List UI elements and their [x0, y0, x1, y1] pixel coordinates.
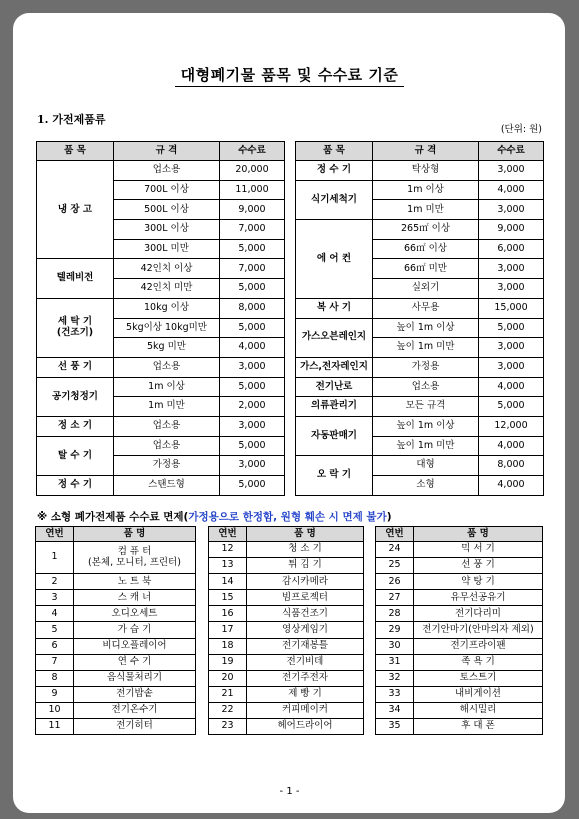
free-item-no: 31 — [376, 654, 414, 670]
fee-amount: 8,000 — [220, 298, 285, 318]
fee-amount: 7,000 — [220, 259, 285, 279]
free-item-name: 식품건조기 — [247, 606, 364, 622]
free-item-row — [36, 719, 196, 735]
free-item-name: 연 수 기 — [74, 654, 196, 670]
free-item-no: 2 — [36, 574, 74, 590]
fee-spec: 42인치 이상 — [114, 259, 220, 279]
fee-spec: 대형 — [373, 456, 479, 476]
free-item-name: 노 트 북 — [74, 574, 196, 590]
fee-amount: 12,000 — [479, 416, 544, 436]
fee-spec: 업소용 — [114, 161, 220, 181]
fee-spec: 업소용 — [373, 377, 479, 397]
free-item-row — [209, 542, 364, 558]
fee-item-name: 정 소 기 — [37, 416, 114, 436]
fee-item-name: 정 수 기 — [37, 476, 114, 496]
free-item-row — [376, 686, 543, 702]
free-item-no: 10 — [36, 702, 74, 718]
page-title: 대형폐기물 품목 및 수수료 기준 — [0, 64, 579, 85]
free-item-name: 전기다리미 — [414, 606, 543, 622]
free-item-name: 전기히터 — [74, 719, 196, 735]
fee-item-name: 공기청정기 — [37, 377, 114, 416]
fee-spec: 높이 1m 이상 — [373, 318, 479, 338]
fee-spec: 높이 1m 이상 — [373, 416, 479, 436]
fee-row — [37, 298, 285, 318]
free-item-name: 해시밀리 — [414, 702, 543, 718]
fee-row — [296, 357, 544, 377]
fee-amount: 7,000 — [220, 220, 285, 240]
free-item-no: 24 — [376, 542, 414, 558]
free-item-name: 족 욕 기 — [414, 654, 543, 670]
free-item-name: 내비게이션 — [414, 686, 543, 702]
fee-row — [37, 476, 285, 496]
free-item-row — [209, 654, 364, 670]
fee-amount: 11,000 — [220, 180, 285, 200]
free-item-row — [209, 622, 364, 638]
fee-row — [37, 436, 285, 456]
fee-spec: 업소용 — [114, 357, 220, 377]
free-item-no: 35 — [376, 719, 414, 735]
free-item-no: 3 — [36, 590, 74, 606]
free-item-name: 비디오플레이어 — [74, 638, 196, 654]
free-item-no: 27 — [376, 590, 414, 606]
free-items-table-1 — [35, 526, 196, 735]
fee-spec: 1m 미만 — [373, 200, 479, 220]
fee-spec: 300L 이상 — [114, 220, 220, 240]
free-item-name: 음식물처리기 — [74, 670, 196, 686]
free-item-name: 전기온수기 — [74, 702, 196, 718]
fee-amount: 9,000 — [479, 220, 544, 240]
fee-amount: 5,000 — [220, 436, 285, 456]
free-item-row — [36, 686, 196, 702]
free-item-name: 커피메이커 — [247, 702, 364, 718]
free-item-row — [36, 542, 196, 574]
fee-spec: 가정용 — [114, 456, 220, 476]
free-item-row — [209, 574, 364, 590]
free-item-no: 9 — [36, 686, 74, 702]
free-item-no: 12 — [209, 542, 247, 558]
fee-spec: 700L 이상 — [114, 180, 220, 200]
free-item-row — [376, 542, 543, 558]
free-item-no: 13 — [209, 558, 247, 574]
fee-amount: 3,000 — [220, 357, 285, 377]
fee-spec: 500L 이상 — [114, 200, 220, 220]
fee-row — [296, 416, 544, 436]
fee-amount: 5,000 — [479, 397, 544, 417]
free-item-name: 전기재봉틀 — [247, 638, 364, 654]
fee-item-name: 자동판매기 — [296, 416, 373, 455]
fee-row — [37, 377, 285, 397]
fee-amount: 3,000 — [479, 338, 544, 358]
header-spec: 규 격 — [114, 142, 220, 161]
fee-spec: 업소용 — [114, 436, 220, 456]
fee-amount: 5,000 — [479, 318, 544, 338]
free-item-no: 7 — [36, 654, 74, 670]
fee-amount: 8,000 — [479, 456, 544, 476]
free-item-name: 토스트기 — [414, 670, 543, 686]
fee-amount: 3,000 — [479, 259, 544, 279]
fee-amount: 3,000 — [479, 161, 544, 181]
free-item-no: 28 — [376, 606, 414, 622]
fee-amount: 5,000 — [220, 239, 285, 259]
free-item-name: 영상게임기 — [247, 622, 364, 638]
free-item-no: 34 — [376, 702, 414, 718]
fee-amount: 4,000 — [479, 180, 544, 200]
free-item-row — [209, 719, 364, 735]
free-item-no: 18 — [209, 638, 247, 654]
free-item-name: 후 대 폰 — [414, 719, 543, 735]
fee-row — [296, 180, 544, 200]
free-item-row — [36, 574, 196, 590]
free-item-row — [376, 654, 543, 670]
fee-amount: 4,000 — [479, 436, 544, 456]
fee-spec: 소형 — [373, 476, 479, 496]
free-item-no: 5 — [36, 622, 74, 638]
free-item-no: 8 — [36, 670, 74, 686]
free-item-no: 16 — [209, 606, 247, 622]
fee-spec: 모든 규격 — [373, 397, 479, 417]
fee-amount: 15,000 — [479, 298, 544, 318]
free-item-name: 전기비데 — [247, 654, 364, 670]
free-item-row — [36, 590, 196, 606]
free-item-row — [209, 686, 364, 702]
header-name: 품 명 — [247, 527, 364, 542]
free-item-no: 4 — [36, 606, 74, 622]
fee-spec: 1m 이상 — [114, 377, 220, 397]
free-item-row — [376, 719, 543, 735]
free-item-no: 21 — [209, 686, 247, 702]
free-item-no: 30 — [376, 638, 414, 654]
free-item-row — [376, 622, 543, 638]
free-item-row — [36, 654, 196, 670]
free-item-row — [209, 590, 364, 606]
fee-spec: 탁상형 — [373, 161, 479, 181]
fee-item-name: 세 탁 기 (건조기) — [37, 298, 114, 357]
free-item-row — [376, 702, 543, 718]
fee-amount: 3,000 — [220, 456, 285, 476]
free-item-no: 32 — [376, 670, 414, 686]
free-item-row — [376, 638, 543, 654]
free-item-no: 19 — [209, 654, 247, 670]
fee-row — [37, 161, 285, 181]
fee-spec: 265㎡ 이상 — [373, 220, 479, 240]
fee-amount: 5,000 — [220, 279, 285, 299]
fee-row — [296, 298, 544, 318]
fee-amount: 5,000 — [220, 318, 285, 338]
free-item-row — [376, 558, 543, 574]
header-item: 품 목 — [296, 142, 373, 161]
free-item-name: 가 습 기 — [74, 622, 196, 638]
fee-amount: 2,000 — [220, 397, 285, 417]
fee-item-name: 에 어 컨 — [296, 220, 373, 299]
fee-item-name: 텔레비전 — [37, 259, 114, 298]
fee-row — [296, 377, 544, 397]
header-fee: 수수료 — [220, 142, 285, 161]
free-item-row — [376, 574, 543, 590]
fee-amount: 4,000 — [479, 476, 544, 496]
fee-amount: 20,000 — [220, 161, 285, 181]
header-name: 품 명 — [74, 527, 196, 542]
free-item-name: 전기주전자 — [247, 670, 364, 686]
fee-row — [296, 397, 544, 417]
fee-spec: 66㎡ 미만 — [373, 259, 479, 279]
free-item-row — [209, 670, 364, 686]
free-item-no: 1 — [36, 542, 74, 574]
fee-item-name: 가스오븐레인지 — [296, 318, 373, 357]
fee-item-name: 전기난로 — [296, 377, 373, 397]
fee-row — [296, 318, 544, 338]
header-name: 품 명 — [414, 527, 543, 542]
fee-item-name: 가스,전자레인지 — [296, 357, 373, 377]
free-item-name: 선 풍 기 — [414, 558, 543, 574]
fee-amount: 5,000 — [220, 377, 285, 397]
fee-row — [296, 456, 544, 476]
fee-table-left — [36, 141, 285, 496]
fee-spec: 66㎡ 이상 — [373, 239, 479, 259]
fee-spec: 높이 1m 미만 — [373, 436, 479, 456]
fee-amount: 4,000 — [479, 377, 544, 397]
free-item-row — [209, 606, 364, 622]
free-item-no: 26 — [376, 574, 414, 590]
fee-spec: 10kg 이상 — [114, 298, 220, 318]
fee-spec: 사무용 — [373, 298, 479, 318]
fee-item-name: 정 수 기 — [296, 161, 373, 181]
free-item-no: 11 — [36, 719, 74, 735]
fee-item-name: 오 락 기 — [296, 456, 373, 495]
fee-row — [37, 416, 285, 436]
header-fee: 수수료 — [479, 142, 544, 161]
free-item-name: 전기안마기(안마의자 제외) — [414, 622, 543, 638]
fee-spec: 5kg 미만 — [114, 338, 220, 358]
fee-spec: 1m 미만 — [114, 397, 220, 417]
free-item-row — [376, 606, 543, 622]
free-item-no: 29 — [376, 622, 414, 638]
fee-item-name: 탈 수 기 — [37, 436, 114, 475]
fee-table-right — [295, 141, 544, 496]
free-item-no: 33 — [376, 686, 414, 702]
free-item-row — [36, 606, 196, 622]
free-item-row — [36, 638, 196, 654]
fee-row — [296, 220, 544, 240]
fee-amount: 4,000 — [220, 338, 285, 358]
free-item-row — [36, 670, 196, 686]
fee-amount: 3,000 — [479, 357, 544, 377]
free-item-no: 15 — [209, 590, 247, 606]
header-item: 품 목 — [37, 142, 114, 161]
fee-amount: 9,000 — [220, 200, 285, 220]
free-item-name: 약 탕 기 — [414, 574, 543, 590]
header-no: 연번 — [36, 527, 74, 542]
free-item-no: 23 — [209, 719, 247, 735]
page-number: - 1 - — [279, 786, 300, 797]
section-title: 1. 가전제품류 — [37, 113, 106, 126]
fee-spec: 5kg이상 10kg미만 — [114, 318, 220, 338]
free-item-no: 20 — [209, 670, 247, 686]
free-item-row — [36, 702, 196, 718]
fee-row — [37, 357, 285, 377]
free-item-name: 전기밥솥 — [74, 686, 196, 702]
fee-spec: 42인치 미만 — [114, 279, 220, 299]
free-item-row — [376, 590, 543, 606]
fee-spec: 업소용 — [114, 416, 220, 436]
free-item-name: 빔프로젝터 — [247, 590, 364, 606]
fee-item-name: 의류관리기 — [296, 397, 373, 417]
free-item-name: 컴 퓨 터 (본체, 모니터, 프린터) — [74, 542, 196, 574]
free-item-row — [36, 622, 196, 638]
header-spec: 규 격 — [373, 142, 479, 161]
fee-spec: 실외기 — [373, 279, 479, 299]
free-item-name: 유무선공유기 — [414, 590, 543, 606]
free-item-no: 6 — [36, 638, 74, 654]
fee-row — [296, 161, 544, 181]
fee-item-name: 냉 장 고 — [37, 161, 114, 259]
fee-spec: 300L 미만 — [114, 239, 220, 259]
fee-spec: 높이 1m 미만 — [373, 338, 479, 358]
free-item-name: 튀 김 기 — [247, 558, 364, 574]
header-no: 연번 — [209, 527, 247, 542]
unit-label: (단위: 원) — [500, 124, 542, 135]
free-item-no: 22 — [209, 702, 247, 718]
fee-amount: 3,000 — [479, 279, 544, 299]
free-item-no: 17 — [209, 622, 247, 638]
fee-amount: 6,000 — [479, 239, 544, 259]
fee-item-name: 식기세척기 — [296, 180, 373, 219]
free-item-row — [209, 702, 364, 718]
free-item-name: 전기프라이팬 — [414, 638, 543, 654]
fee-item-name: 복 사 기 — [296, 298, 373, 318]
exemption-condition: 가정용으로 한정함, 원형 훼손 시 면제 불가 — [188, 511, 387, 523]
fee-spec: 1m 이상 — [373, 180, 479, 200]
fee-row — [37, 259, 285, 279]
free-item-row — [209, 638, 364, 654]
free-item-no: 25 — [376, 558, 414, 574]
free-items-table-3 — [375, 526, 543, 735]
exemption-note: ※ 소형 폐가전제품 수수료 면제(가정용으로 한정함, 원형 훼손 시 면제 불가) — [37, 511, 392, 523]
header-no: 연번 — [376, 527, 414, 542]
free-item-name: 감시카메라 — [247, 574, 364, 590]
fee-item-name: 선 풍 기 — [37, 357, 114, 377]
fee-amount: 3,000 — [220, 416, 285, 436]
free-item-name: 스 캐 너 — [74, 590, 196, 606]
free-items-table-2 — [208, 526, 364, 735]
free-item-row — [376, 670, 543, 686]
free-item-no: 14 — [209, 574, 247, 590]
free-item-name: 청 소 기 — [247, 542, 364, 558]
free-item-name: 믹 서 기 — [414, 542, 543, 558]
fee-spec: 스탠드형 — [114, 476, 220, 496]
free-item-row — [209, 558, 364, 574]
fee-amount: 5,000 — [220, 476, 285, 496]
free-item-name: 오디오세트 — [74, 606, 196, 622]
free-item-name: 제 빵 기 — [247, 686, 364, 702]
fee-amount: 3,000 — [479, 200, 544, 220]
free-item-name: 헤어드라이어 — [247, 719, 364, 735]
fee-spec: 가정용 — [373, 357, 479, 377]
